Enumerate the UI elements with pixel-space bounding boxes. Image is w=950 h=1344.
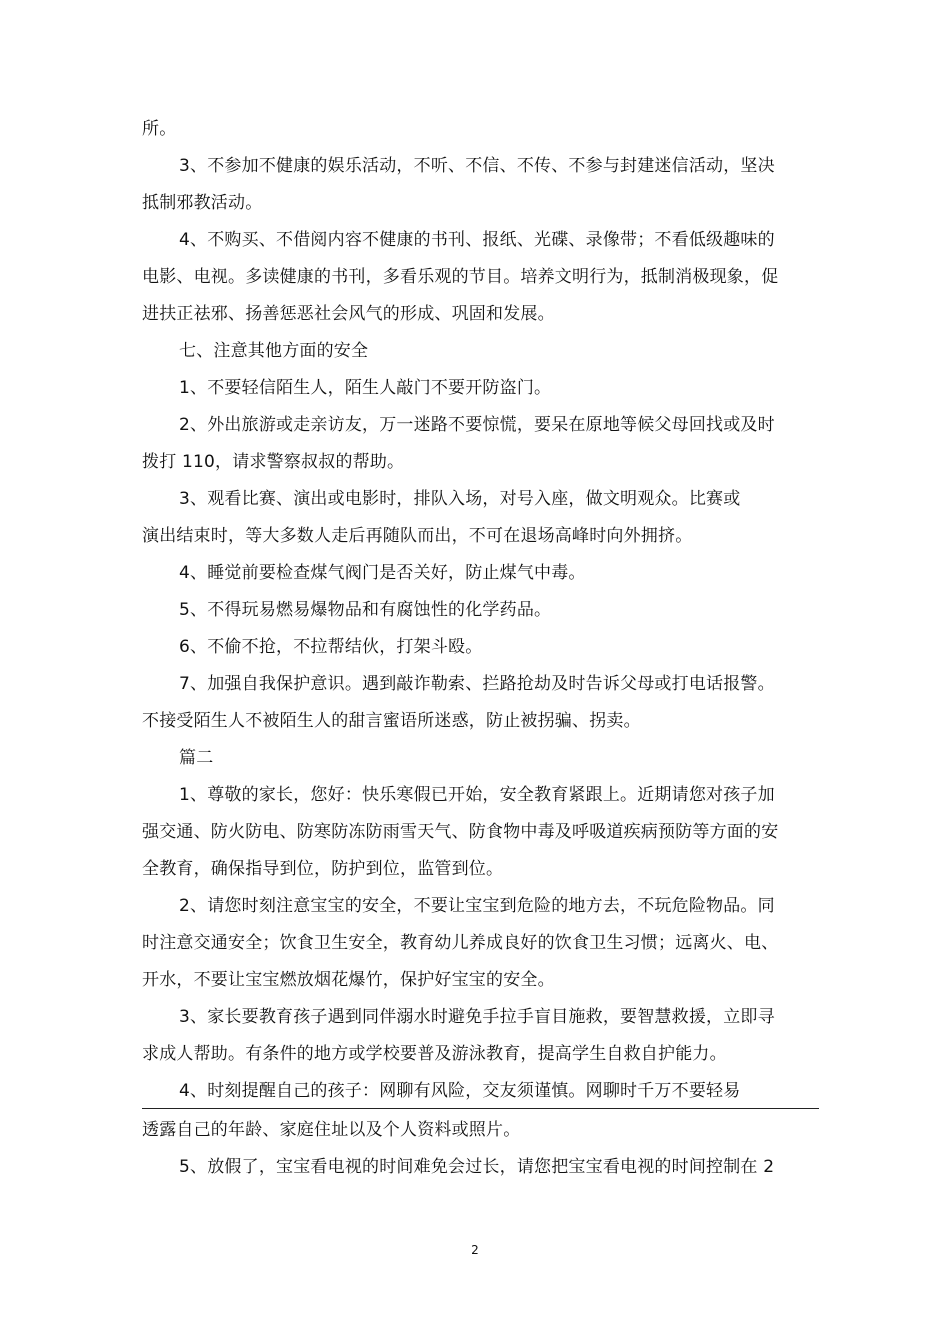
text-line: 1、尊敬的家长，您好：快乐寒假已开始，安全教育紧跟上。近期请您对孩子加 [179, 785, 775, 805]
text-line: 3、家长要教育孩子遇到同伴溺水时避免手拉手盲目施救，要智慧救援，立即寻 [179, 1007, 775, 1027]
text-line: 1、不要轻信陌生人，陌生人敲门不要开防盗门。 [179, 378, 552, 398]
text-line: 5、不得玩易燃易爆物品和有腐蚀性的化学药品。 [179, 600, 552, 620]
text-line: 7、加强自我保护意识。遇到敲诈勒索、拦路抢劫及时告诉父母或打电话报警。 [179, 674, 775, 694]
text-line: 透露自己的年龄、家庭住址以及个人资料或照片。 [142, 1120, 521, 1140]
text-line: 4、不购买、不借阅内容不健康的书刊、报纸、光碟、录像带；不看低级趣味的 [179, 230, 775, 250]
text-line: 强交通、防火防电、防寒防冻防雨雪天气、防食物中毒及呼吸道疾病预防等方面的安 [142, 822, 779, 842]
text-line: 6、不偷不抢，不拉帮结伙，打架斗殴。 [179, 637, 483, 657]
text-line: 4、时刻提醒自己的孩子：网聊有风险，交友须谨慎。网聊时千万不要轻易 [179, 1081, 741, 1101]
text-line: 抵制邪教活动。 [142, 193, 263, 213]
text-line: 3、不参加不健康的娱乐活动，不听、不信、不传、不参与封建迷信活动，坚决 [179, 156, 775, 176]
page-number: 2 [471, 1243, 479, 1257]
horizontal-rule [142, 1108, 819, 1109]
text-line: 3、观看比赛、演出或电影时，排队入场，对号入座，做文明观众。比赛或 [179, 489, 741, 509]
text-line: 4、睡觉前要检查煤气阀门是否关好，防止煤气中毒。 [179, 563, 586, 583]
section-heading: 篇二 [179, 748, 214, 768]
text-line: 电影、电视。多读健康的书刊，多看乐观的节目。培养文明行为，抵制消极现象，促 [142, 267, 779, 287]
text-line: 全教育，确保指导到位，防护到位，监管到位。 [142, 859, 504, 879]
text-line: 求成人帮助。有条件的地方或学校要普及游泳教育，提高学生自救自护能力。 [142, 1044, 727, 1064]
text-line: 进扶正祛邪、扬善惩恶社会风气的形成、巩固和发展。 [142, 304, 555, 324]
text-line: 不接受陌生人不被陌生人的甜言蜜语所迷惑，防止被拐骗、拐卖。 [142, 711, 641, 731]
text-line: 演出结束时，等大多数人走后再随队而出，不可在退场高峰时向外拥挤。 [142, 526, 693, 546]
text-line: 2、外出旅游或走亲访友，万一迷路不要惊慌，要呆在原地等候父母回找或及时 [179, 415, 775, 435]
text-line: 开水，不要让宝宝燃放烟花爆竹，保护好宝宝的安全。 [142, 970, 555, 990]
text-line: 所。 [142, 119, 177, 139]
text-line: 5、放假了，宝宝看电视的时间难免会过长，请您把宝宝看电视的时间控制在 2 [179, 1157, 775, 1177]
text-line: 拨打 110，请求警察叔叔的帮助。 [142, 452, 405, 472]
text-line: 2、请您时刻注意宝宝的安全，不要让宝宝到危险的地方去，不玩危险物品。同 [179, 896, 775, 916]
text-line: 时注意交通安全；饮食卫生安全，教育幼儿养成良好的饮食卫生习惯；远离火、电、 [142, 933, 779, 953]
section-heading: 七、注意其他方面的安全 [179, 341, 369, 361]
